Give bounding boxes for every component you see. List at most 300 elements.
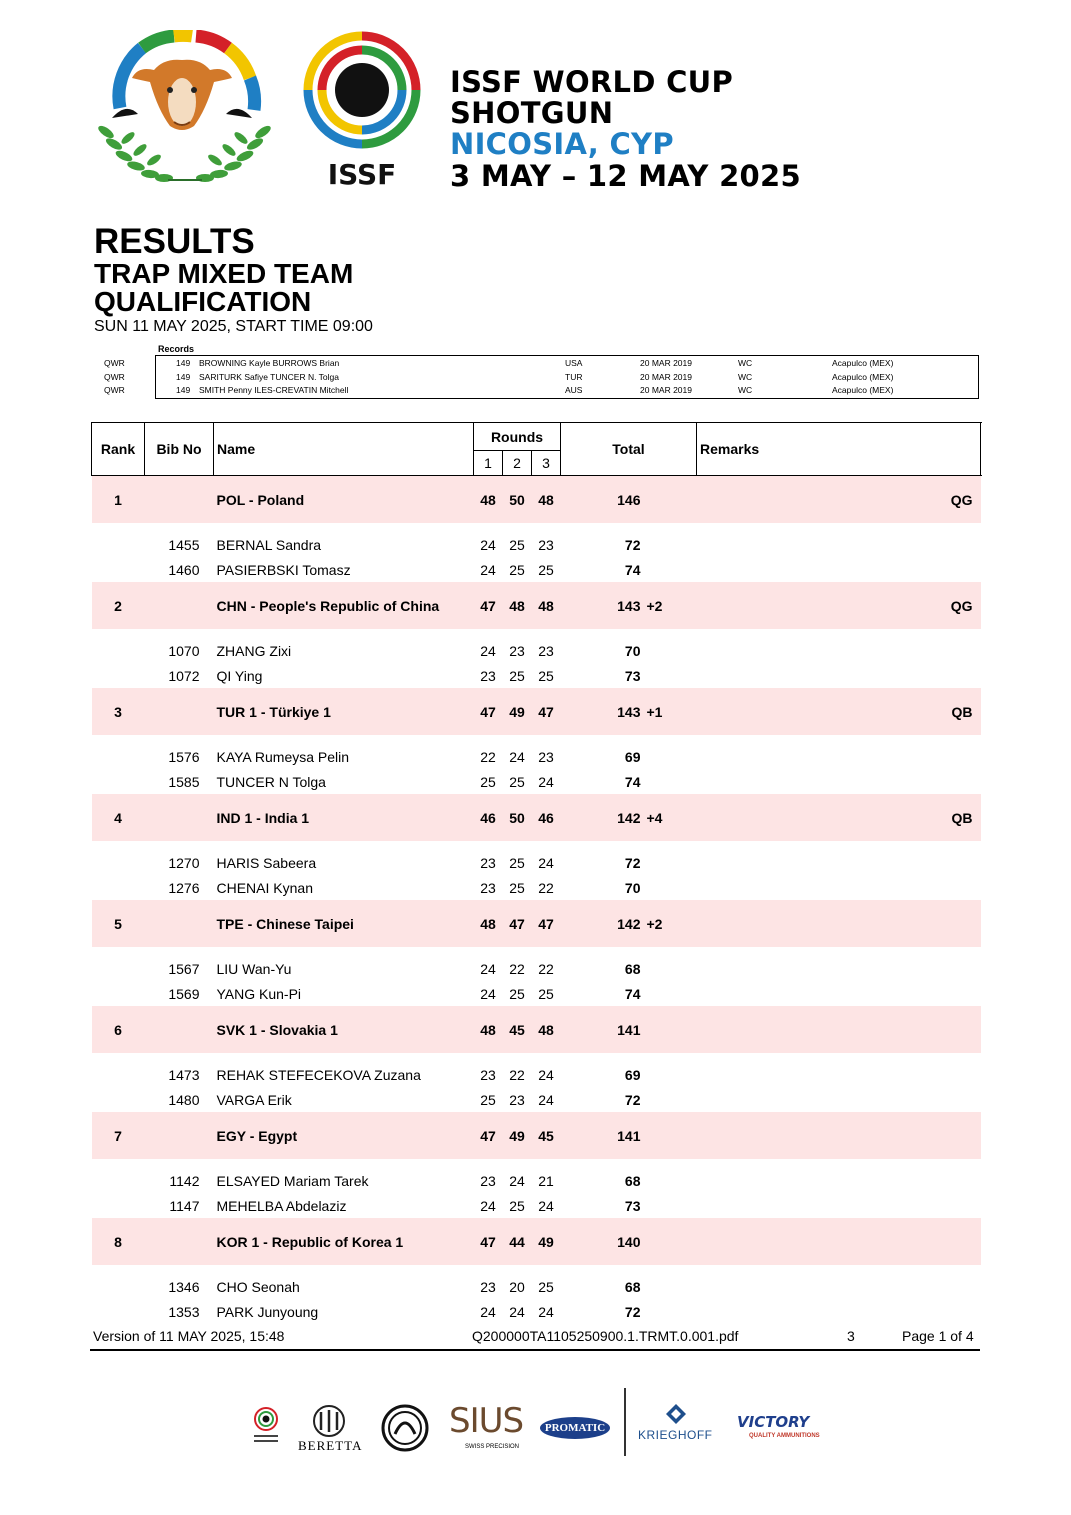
athlete-name: ELSAYED Mariam Tarek: [216, 1173, 369, 1190]
record-date: 20 MAR 2019: [640, 371, 692, 382]
team-shootoff: +2: [643, 582, 697, 629]
athlete-name: YANG Kun-Pi: [216, 985, 302, 1002]
athlete-shootoff: [643, 558, 697, 583]
header-total: Total: [561, 423, 697, 476]
athlete-round-2: 24: [509, 1303, 525, 1320]
athlete-bib: 1473: [168, 1067, 200, 1084]
athlete-round-3: 22: [538, 961, 554, 978]
team-qualification: QB: [697, 688, 981, 735]
athlete-round-1: 24: [480, 561, 496, 578]
team-total: 140: [561, 1218, 643, 1265]
header-rounds: Rounds: [474, 423, 561, 451]
athlete-bib: 1147: [169, 1197, 200, 1214]
header-round-1: 1: [474, 451, 503, 476]
athlete-shootoff: [643, 1265, 697, 1300]
athlete-round-2: 25: [509, 773, 525, 790]
team-bib: [145, 582, 214, 629]
team-name: TPE - Chinese Taipei: [214, 900, 474, 947]
athlete-rank: [92, 664, 145, 689]
sponsor-divider: [624, 1388, 626, 1456]
athlete-shootoff: [643, 770, 697, 795]
footer-code: 3: [847, 1328, 855, 1344]
athlete-round-3: 25: [538, 561, 554, 578]
athlete-round-1: 23: [480, 1173, 496, 1190]
athlete-round-1: 22: [480, 749, 496, 766]
athlete-total: 72: [624, 1091, 641, 1108]
record-names: BROWNING Kayle BURROWS Brian: [199, 358, 340, 368]
team-rank: 6: [92, 1006, 145, 1053]
record-date: 20 MAR 2019: [640, 385, 692, 395]
record-date: 20 MAR 2019: [640, 358, 692, 368]
athlete-remarks: [697, 735, 981, 770]
athlete-total: 74: [624, 985, 641, 1002]
record-nation: USA: [565, 358, 583, 368]
athlete-name: HARIS Sabeera: [216, 855, 317, 872]
team-rank: 3: [92, 688, 145, 735]
record-type: QWR: [104, 358, 125, 368]
sius-logo: SIUS: [449, 1401, 524, 1441]
results-title: RESULTS: [94, 222, 255, 261]
event-name: TRAP MIXED TEAM: [94, 258, 354, 289]
team-round-3: 48: [532, 476, 561, 524]
team-rank: 5: [92, 900, 145, 947]
athlete-round-2: 22: [509, 1067, 525, 1084]
athlete-shootoff: [643, 1194, 697, 1219]
athlete-round-3: 22: [538, 879, 554, 896]
athlete-total: 72: [624, 537, 641, 554]
athlete-total: 69: [624, 749, 641, 766]
session-info: SUN 11 MAY 2025, START TIME 09:00: [94, 318, 373, 335]
athlete-bib: 1072: [168, 667, 200, 684]
team-bib: [145, 1006, 214, 1053]
athlete-shootoff: [643, 841, 697, 876]
athlete-row: [92, 629, 981, 664]
record-place: Acapulco (MEX): [832, 385, 894, 395]
athlete-bib: 1353: [168, 1303, 200, 1320]
team-row: [92, 476, 981, 524]
athlete-round-2: 20: [509, 1279, 525, 1296]
athlete-round-3: 24: [538, 1303, 554, 1320]
rws-logo-icon: [381, 1404, 429, 1452]
athlete-remarks: [697, 1053, 981, 1088]
athlete-rank: [92, 841, 145, 876]
athlete-bib: 1569: [168, 985, 200, 1002]
athlete-remarks: [697, 841, 981, 876]
athlete-bib: 1276: [168, 879, 200, 896]
team-row: [92, 1006, 981, 1053]
team-shootoff: [643, 476, 697, 524]
team-bib: [145, 476, 214, 524]
athlete-total: 72: [624, 1303, 641, 1320]
athlete-row: [92, 735, 981, 770]
athlete-name: CHENAI Kynan: [216, 879, 313, 896]
team-round-1: 48: [474, 476, 503, 524]
athlete-rank: [92, 1159, 145, 1194]
athlete-round-2: 25: [509, 855, 525, 872]
athlete-name: BERNAL Sandra: [216, 537, 322, 554]
athlete-round-3: 23: [538, 749, 554, 766]
team-round-1: 48: [474, 1006, 503, 1053]
team-shootoff: [643, 1006, 697, 1053]
athlete-remarks: [697, 1265, 981, 1300]
athlete-remarks: [697, 982, 981, 1007]
team-round-2: 50: [503, 476, 532, 524]
athlete-shootoff: [643, 1159, 697, 1194]
team-row: [92, 688, 981, 735]
athlete-round-1: 24: [480, 961, 496, 978]
team-qualification: [697, 900, 981, 947]
team-bib: [145, 1218, 214, 1265]
athlete-round-2: 24: [509, 749, 525, 766]
athlete-round-1: 24: [480, 1197, 496, 1214]
athlete-row: [92, 982, 981, 1007]
athlete-round-3: 25: [538, 985, 554, 1002]
athlete-name: CHO Seonah: [216, 1279, 300, 1296]
athlete-round-1: 24: [480, 1303, 496, 1320]
athlete-rank: [92, 1300, 145, 1325]
team-qualification: [697, 1006, 981, 1053]
team-qualification: QG: [697, 582, 981, 629]
team-qualification: [697, 1112, 981, 1159]
athlete-round-3: 25: [538, 667, 554, 684]
athlete-shootoff: [643, 664, 697, 689]
athlete-rank: [92, 523, 145, 558]
footer-page: Page 1 of 4: [902, 1328, 974, 1344]
team-name: TUR 1 - Türkiye 1: [214, 688, 474, 735]
athlete-row: [92, 1265, 981, 1300]
team-bib: [145, 688, 214, 735]
beretta-emblem-icon: [312, 1404, 346, 1438]
team-round-1: 46: [474, 794, 503, 841]
team-qualification: QB: [697, 794, 981, 841]
athlete-remarks: [697, 523, 981, 558]
promatic-logo: PROMATIC: [540, 1417, 610, 1439]
header-round-3: 3: [532, 451, 561, 476]
ram-laurel-logo: [92, 30, 277, 190]
record-nation: TUR: [565, 371, 583, 382]
athlete-round-1: 25: [480, 773, 496, 790]
team-total: 143: [561, 582, 643, 629]
record-nation: AUS: [565, 385, 583, 395]
team-rank: 1: [92, 476, 145, 524]
athlete-total: 68: [624, 1173, 641, 1190]
athlete-round-2: 25: [509, 537, 525, 554]
record-place: Acapulco (MEX): [832, 371, 894, 382]
athlete-remarks: [697, 770, 981, 795]
athlete-total: 74: [624, 773, 641, 790]
header-round-2: 2: [503, 451, 532, 476]
header-remarks: Remarks: [697, 423, 981, 476]
athlete-remarks: [697, 947, 981, 982]
athlete-round-2: 25: [509, 879, 525, 896]
team-round-2: 44: [503, 1218, 532, 1265]
header-name: Name: [214, 423, 474, 476]
team-round-2: 47: [503, 900, 532, 947]
athlete-shootoff: [643, 947, 697, 982]
athlete-total: 69: [624, 1067, 641, 1084]
results-body: [92, 476, 981, 1325]
header-bib: Bib No: [145, 423, 214, 476]
athlete-row: [92, 1088, 981, 1113]
athlete-bib: 1576: [168, 749, 200, 766]
victory-subtitle: QUALITY AMMUNITIONS: [749, 1433, 820, 1439]
team-bib: [145, 900, 214, 947]
team-round-3: 45: [532, 1112, 561, 1159]
athlete-remarks: [697, 1088, 981, 1113]
record-score: 149: [176, 358, 191, 368]
record-comp: WC: [738, 358, 753, 368]
athlete-bib: 1480: [168, 1091, 200, 1108]
event-location: NICOSIA, CYP: [450, 127, 674, 161]
athlete-rank: [92, 1194, 145, 1219]
team-qualification: QG: [697, 476, 981, 524]
team-round-1: 47: [474, 688, 503, 735]
athlete-bib: 1567: [168, 961, 200, 978]
athlete-rank: [92, 735, 145, 770]
athlete-round-1: 24: [480, 643, 496, 660]
issf-logo-text: ISSF: [327, 158, 397, 190]
team-shootoff: +1: [643, 688, 697, 735]
issf-sponsor-icon: [250, 1405, 282, 1447]
athlete-name: LIU Wan-Yu: [216, 961, 292, 978]
team-round-2: 48: [503, 582, 532, 629]
athlete-round-3: 24: [538, 1197, 554, 1214]
athlete-row: [92, 1300, 981, 1325]
athlete-total: 68: [624, 1279, 641, 1296]
athlete-shootoff: [643, 1088, 697, 1113]
athlete-rank: [92, 558, 145, 583]
athlete-round-2: 25: [509, 667, 525, 684]
athlete-round-2: 24: [509, 1173, 525, 1190]
athlete-round-3: 24: [538, 855, 554, 872]
athlete-shootoff: [643, 1053, 697, 1088]
athlete-total: 70: [624, 643, 641, 660]
athlete-rank: [92, 1265, 145, 1300]
athlete-round-2: 25: [509, 561, 525, 578]
team-round-3: 47: [532, 900, 561, 947]
athlete-name: QI Ying: [216, 667, 263, 684]
athlete-remarks: [697, 558, 981, 583]
team-total: 142: [561, 900, 643, 947]
athlete-shootoff: [643, 876, 697, 901]
team-round-1: 47: [474, 1112, 503, 1159]
athlete-rank: [92, 1088, 145, 1113]
athlete-round-3: 25: [538, 1279, 554, 1296]
team-round-2: 49: [503, 688, 532, 735]
team-round-1: 47: [474, 1218, 503, 1265]
athlete-name: TUNCER N Tolga: [216, 773, 326, 790]
athlete-total: 70: [624, 879, 641, 896]
athlete-shootoff: [643, 735, 697, 770]
team-round-2: 45: [503, 1006, 532, 1053]
team-round-1: 47: [474, 582, 503, 629]
krieghoff-emblem-icon: [665, 1403, 687, 1425]
athlete-round-3: 23: [538, 537, 554, 554]
athlete-rank: [92, 947, 145, 982]
record-score: 149: [176, 371, 191, 382]
team-name: IND 1 - India 1: [214, 794, 474, 841]
team-round-3: 48: [532, 582, 561, 629]
athlete-round-1: 24: [480, 985, 496, 1002]
team-name: SVK 1 - Slovakia 1: [214, 1006, 474, 1053]
team-rank: 2: [92, 582, 145, 629]
footer-rule: [90, 1349, 980, 1351]
athlete-round-1: 24: [480, 537, 496, 554]
record-type: QWR: [104, 385, 125, 395]
beretta-logo: BERETTA: [298, 1438, 363, 1453]
footer-file: Q200000TA1105250900.1.TRMT.0.001.pdf: [472, 1328, 739, 1344]
team-total: 143: [561, 688, 643, 735]
athlete-name: VARGA Erik: [216, 1091, 292, 1108]
team-total: 142: [561, 794, 643, 841]
krieghoff-logo: KRIEGHOFF: [638, 1428, 713, 1442]
team-row: [92, 1218, 981, 1265]
team-name: POL - Poland: [214, 476, 474, 524]
athlete-remarks: [697, 664, 981, 689]
athlete-rank: [92, 876, 145, 901]
athlete-row: [92, 770, 981, 795]
team-row: [92, 900, 981, 947]
athlete-round-3: 24: [538, 773, 554, 790]
record-comp: WC: [738, 371, 753, 382]
athlete-rank: [92, 770, 145, 795]
athlete-total: 74: [624, 561, 641, 578]
team-rank: 7: [92, 1112, 145, 1159]
header-rank: Rank: [92, 423, 145, 476]
athlete-row: [92, 876, 981, 901]
event-line-2: SHOTGUN: [450, 96, 614, 130]
team-name: CHN - People's Republic of China: [214, 582, 474, 629]
athlete-name: KAYA Rumeysa Pelin: [216, 749, 350, 766]
athlete-round-1: 23: [480, 1279, 496, 1296]
athlete-remarks: [697, 629, 981, 664]
phase-name: QUALIFICATION: [94, 286, 312, 317]
team-name: KOR 1 - Republic of Korea 1: [214, 1218, 474, 1265]
athlete-shootoff: [643, 1300, 697, 1325]
athlete-round-2: 22: [509, 961, 525, 978]
team-rank: 8: [92, 1218, 145, 1265]
athlete-bib: 1455: [168, 537, 200, 554]
athlete-round-1: 23: [480, 1067, 496, 1084]
athlete-bib: 1070: [168, 643, 200, 660]
athlete-row: [92, 664, 981, 689]
athlete-bib: 1270: [168, 855, 200, 872]
team-name: EGY - Egypt: [214, 1112, 474, 1159]
athlete-row: [92, 1053, 981, 1088]
athlete-shootoff: [643, 629, 697, 664]
team-total: 141: [561, 1006, 643, 1053]
athlete-row: [92, 558, 981, 583]
team-total: 141: [561, 1112, 643, 1159]
athlete-name: PASIERBSKI Tomasz: [216, 561, 351, 578]
team-shootoff: +2: [643, 900, 697, 947]
athlete-bib: 1346: [168, 1279, 200, 1296]
athlete-round-2: 25: [509, 985, 525, 1002]
athlete-total: 68: [624, 961, 641, 978]
athlete-round-2: 23: [509, 1091, 525, 1108]
athlete-round-3: 23: [538, 643, 554, 660]
team-round-3: 49: [532, 1218, 561, 1265]
athlete-round-1: 23: [480, 667, 496, 684]
issf-target-logo: [300, 30, 425, 190]
team-round-3: 47: [532, 688, 561, 735]
athlete-round-2: 25: [509, 1197, 525, 1214]
athlete-round-1: 25: [480, 1091, 496, 1108]
team-bib: [145, 1112, 214, 1159]
athlete-total: 73: [624, 667, 641, 684]
team-round-2: 50: [503, 794, 532, 841]
event-dates: 3 MAY – 12 MAY 2025: [450, 159, 801, 193]
footer-version: Version of 11 MAY 2025, 15:48: [93, 1328, 285, 1344]
records-label: Records: [158, 344, 195, 354]
athlete-remarks: [697, 1159, 981, 1194]
event-line-1: ISSF WORLD CUP: [450, 65, 734, 99]
athlete-row: [92, 841, 981, 876]
athlete-remarks: [697, 1300, 981, 1325]
team-total: 146: [561, 476, 643, 524]
athlete-round-3: 24: [538, 1067, 554, 1084]
victory-logo: VICTORY: [737, 1413, 810, 1431]
athlete-bib: 1460: [168, 561, 200, 578]
team-row: [92, 582, 981, 629]
athlete-bib: 1585: [168, 773, 200, 790]
athlete-total: 73: [624, 1197, 641, 1214]
team-shootoff: [643, 1112, 697, 1159]
athlete-round-3: 24: [538, 1091, 554, 1108]
sius-subtitle: SWISS PRECISION: [465, 1444, 520, 1450]
athlete-row: [92, 1194, 981, 1219]
athlete-rank: [92, 1053, 145, 1088]
athlete-total: 72: [624, 855, 641, 872]
athlete-row: [92, 1159, 981, 1194]
team-shootoff: [643, 1218, 697, 1265]
team-round-1: 48: [474, 900, 503, 947]
athlete-rank: [92, 982, 145, 1007]
team-bib: [145, 794, 214, 841]
team-qualification: [697, 1218, 981, 1265]
team-shootoff: +4: [643, 794, 697, 841]
record-type: QWR: [104, 371, 125, 382]
athlete-remarks: [697, 1194, 981, 1219]
athlete-round-3: 21: [538, 1173, 554, 1190]
athlete-shootoff: [643, 982, 697, 1007]
team-round-3: 46: [532, 794, 561, 841]
athlete-row: [92, 947, 981, 982]
athlete-name: ZHANG Zixi: [216, 643, 292, 660]
team-row: [92, 1112, 981, 1159]
record-comp: WC: [738, 385, 753, 395]
athlete-bib: 1142: [169, 1173, 200, 1190]
athlete-round-1: 23: [480, 879, 496, 896]
athlete-round-2: 23: [509, 643, 525, 660]
athlete-name: REHAK STEFECEKOVA Zuzana: [216, 1067, 421, 1084]
team-rank: 4: [92, 794, 145, 841]
athlete-shootoff: [643, 523, 697, 558]
record-place: Acapulco (MEX): [832, 358, 894, 368]
athlete-remarks: [697, 876, 981, 901]
athlete-row: [92, 523, 981, 558]
athlete-round-1: 23: [480, 855, 496, 872]
team-round-3: 48: [532, 1006, 561, 1053]
record-score: 149: [176, 385, 191, 395]
record-names: SMITH Penny ILES-CREVATIN Mitchell: [199, 385, 349, 395]
record-names: SARITURK Safiye TUNCER N. Tolga: [199, 371, 339, 382]
team-row: [92, 794, 981, 841]
athlete-name: MEHELBA Abdelaziz: [216, 1197, 347, 1214]
team-round-2: 49: [503, 1112, 532, 1159]
athlete-rank: [92, 629, 145, 664]
results-table: [91, 422, 981, 1324]
